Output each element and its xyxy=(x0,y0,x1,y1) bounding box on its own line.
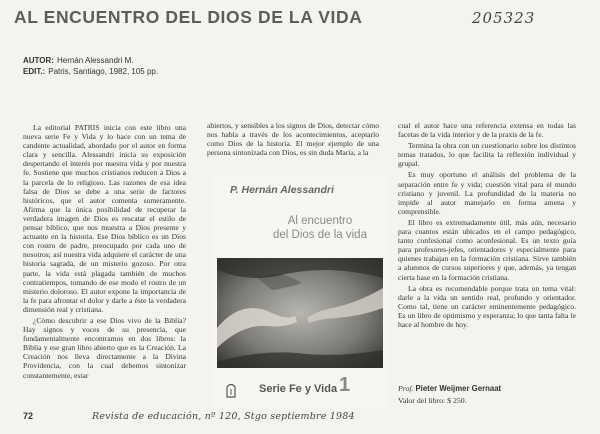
handwritten-number: 205323 xyxy=(472,9,536,27)
book-series-number: 1 xyxy=(339,374,351,396)
publisher-logo-icon xyxy=(225,380,237,398)
review-column-2 xyxy=(207,121,379,167)
review-column-3 xyxy=(398,121,576,381)
paragraph: La editorial PATRIS inicia con este libro una nueva serie Fe y Vida y lo hace con un tema de candente actualidad, abordado por el autor en forma clara y sencilla. Alessandri inicia su exposición despertando el interés por nuestra vida y por nuestra fe. Sostiene que muchos cristianos reducen a Dios a la parcela de lo religioso. Las razones de esa idea falsa de Dios se debe a una serie de factores históricos, que el autor comenta someramente. Afirma que la única posibilidad de recuperar la verdadera imagen de Dios es rescatar el estilo de pensar bíblico, que nos muestra a Dios presente y actuante en la historia. Ese Dios bíblico es un Dios con rostro de padre, preocupado por cada uno de nosotros; así nuestra vida adquiere el carácter de una historia sagrada, de un misterio gozoso. Por otra parte, la vida está plagada también de muchos contratiempos, tomando de ese modo el rostro de un misterio doloroso. El autor expone la importancia de la fe para afrontar el dolor y darle a éste la verdadera dimensión real y cristiana. xyxy=(23,123,186,314)
edit-label: EDIT.: xyxy=(23,67,46,76)
review-column-1 xyxy=(23,123,186,405)
cover-illustration xyxy=(217,258,383,368)
reviewer-prefix: Prof. xyxy=(398,384,414,393)
author-value: Hernán Alessandri M. xyxy=(56,56,134,65)
paragraph: La obra es recomendable porque trata un tema vital: darle a la vida un sentido real, profundo y orientador. Como tal, tiene un carácter eminentemente pedagógico. Es un libro de optimismo y esperanza; lo que tanta falta le hace al hombre de hoy. xyxy=(398,283,576,329)
paragraph: El libro es extremadamente útil, más aún, necesario para cuantos están ubicados en el campo pedagógico, tanto confesional como aconfesional. Es un texto guía para profesores-jefes, orientadores y especialmente para quienes trabajan en la formación cristiana. Sirve también a alumnos de cursos superiores y que, además, ya tengan cierta base en la formación cristiana. xyxy=(398,217,576,282)
book-cover xyxy=(211,176,387,408)
book-title-line-1: Al encuentro xyxy=(287,215,353,227)
article-title: AL ENCUENTRO DEL DIOS DE LA VIDA xyxy=(14,7,363,27)
book-title-line-2: del Dios de la vida xyxy=(273,229,367,241)
edit-line xyxy=(23,67,158,76)
book-series: Serie Fe y Vida xyxy=(259,383,338,395)
author-line xyxy=(23,56,133,65)
paragraph: Es muy oportuno el análisis del problema de la separación entre fe y vida; cuestión vital para el mundo cristiano y juvenil. La profundidad de la materia no impide al autor manejarlo en forma amena y comprensible. xyxy=(398,170,576,216)
paragraph: Termina la obra con un cuestionario sobre los distintos temas tratados, lo que facilita la reflexión individual y grupal. xyxy=(398,141,576,169)
author-label: AUTOR: xyxy=(23,56,54,65)
book-author: P. Hernán Alessandri xyxy=(230,184,334,196)
handwritten-source-note: Revista de educación, nº 120, Stgo septiembre 1984 xyxy=(92,411,355,422)
reviewer-name: Pieter Weijmer Gernaat xyxy=(415,384,502,393)
edit-value: Patris, Santiago, 1982, 105 pp. xyxy=(48,67,159,76)
paragraph: ¿Cómo descubrir a ese Dios vivo de la Biblia? Hay signos y voces de su presencia, que fundamentalmente encontramos en dos libros: la Biblia y ese gran libro abierto que es la Creación. La Creación nos lleva directamente a la Divina Providencia, con la cual debemos sintonizar constantemente, estar xyxy=(23,315,186,380)
book-title xyxy=(257,214,383,242)
book-price: Valor del libro: $ 250. xyxy=(398,396,467,405)
paragraph: abiertos, y sensibles a los signos de Dios, detectar cómo nos habla a través de los acontecimientos, aceptarlo como Dios de la historia. El mejor ejemplo de una persona sintonizada con Dios, es sin duda María, a la xyxy=(207,121,379,158)
paragraph: cual el autor hace una referencia extensa en todas las facetas de la vida interior y de la praxis de la fe. xyxy=(398,121,576,140)
page-number: 72 xyxy=(23,411,34,421)
reviewer-signature xyxy=(398,384,501,393)
